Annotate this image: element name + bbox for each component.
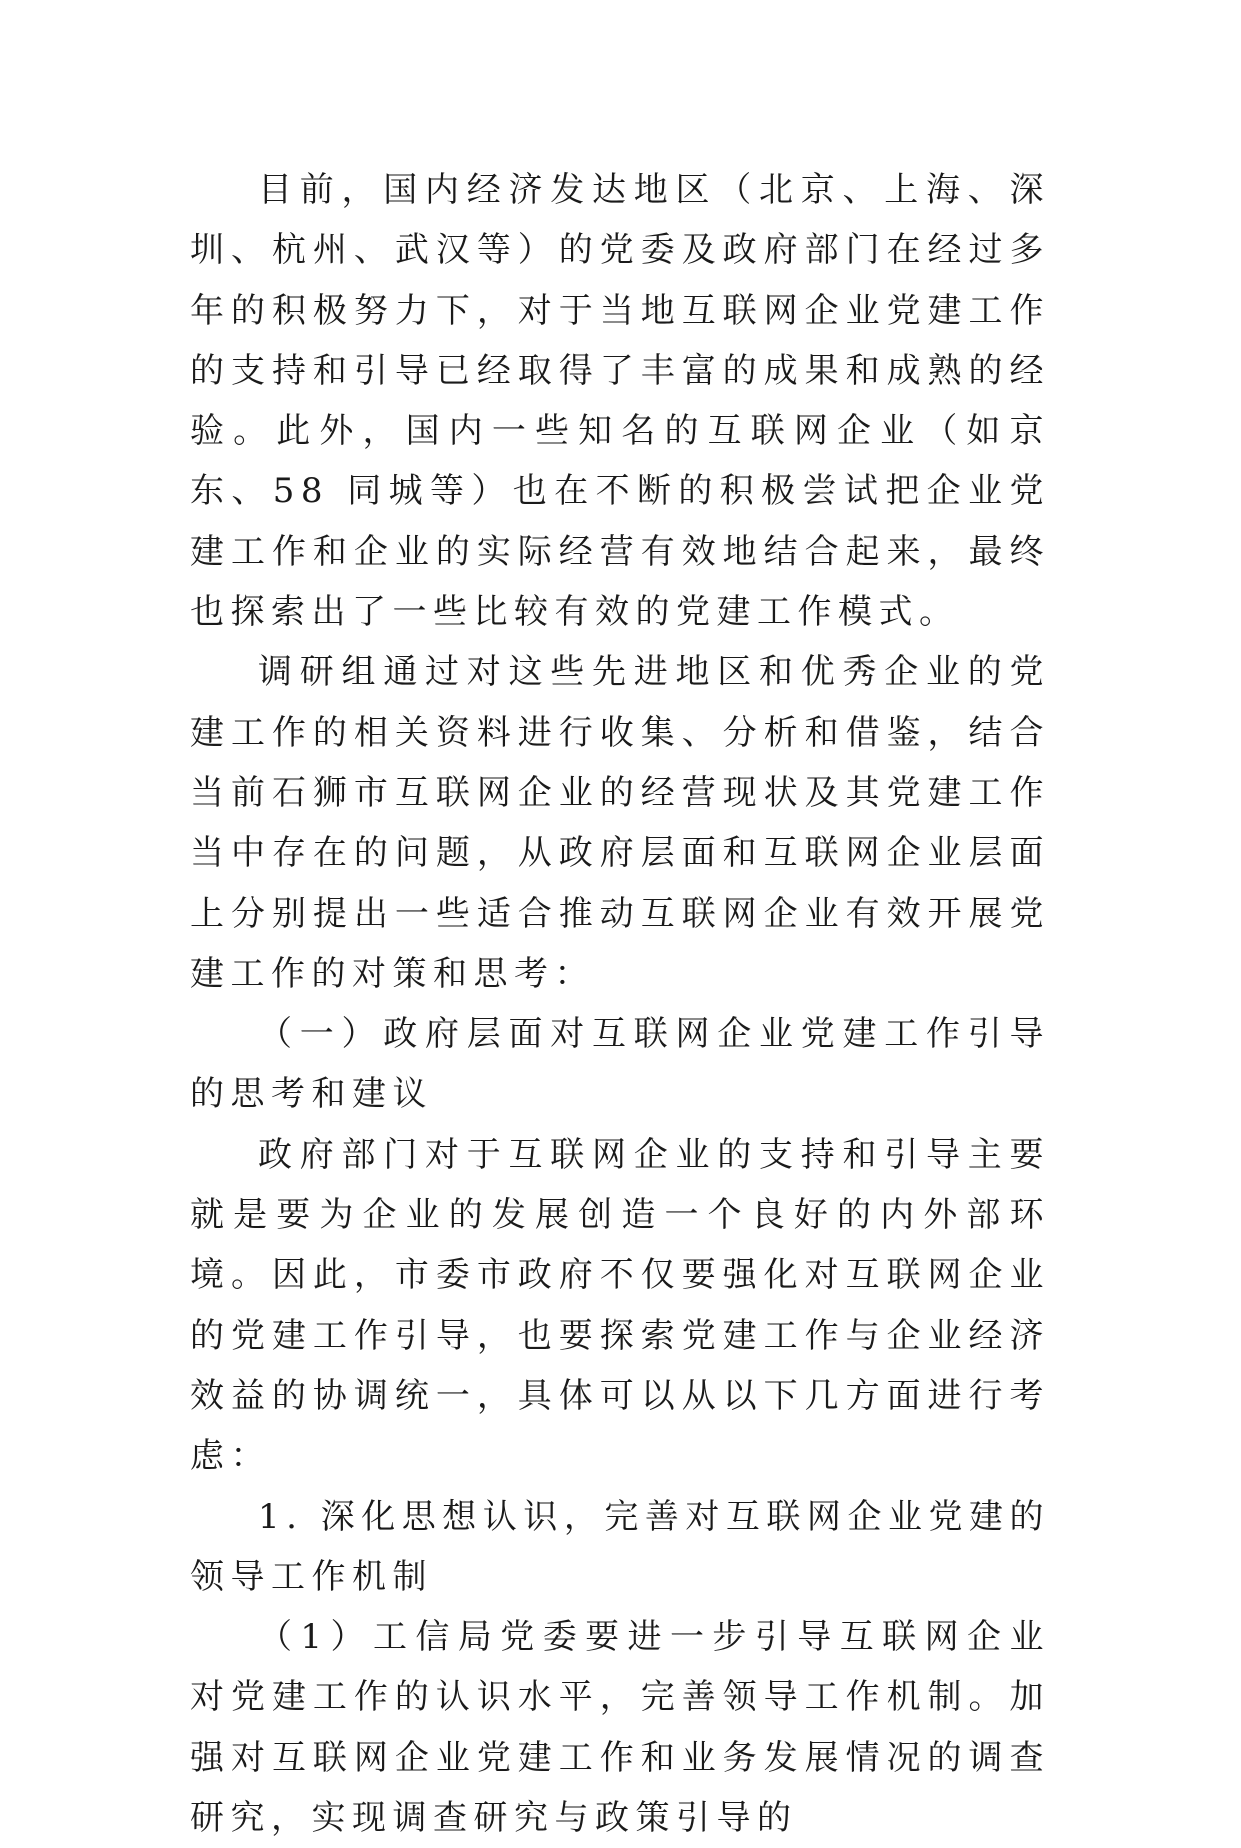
paragraph-item-1: （1）工信局党委要进一步引导互联网企业对党建工作的认识水平，完善领导工作机制。加强对互联网企业党建工作和业务发展情况的调查研究，实现调查研究与政策引导的 [190, 1617, 1050, 1839]
section-heading-government: （一）政府层面对互联网企业党建工作引导的思考和建议 [190, 1014, 1050, 1115]
paragraph-research-group: 调研组通过对这些先进地区和优秀企业的党建工作的相关资料进行收集、分析和借鉴，结合当前石狮市互联网企业的经营现状及其党建工作当中存在的问题，从政府层面和互联网企业层面上分别提出一些适合推动互联网企业有效开展党建工作的对策和思考： [190, 652, 1050, 994]
document-body [190, 160, 1050, 1848]
paragraph-intro: 目前，国内经济发达地区（北京、上海、深圳、杭州、武汉等）的党委及政府部门在经过多年的积极努力下，对于当地互联网企业党建工作的支持和引导已经取得了丰富的成果和成熟的经验。此外，国内一些知名的互联网企业（如京东、58 同城等）也在不断的积极尝试把企业党建工作和企业的实际经营有效地结合起来，最终也探索出了一些比较有效的党建工作模式。 [190, 170, 1050, 633]
subsection-heading-1: 1. 深化思想认识，完善对互联网企业党建的领导工作机制 [190, 1496, 1050, 1597]
paragraph-government-support: 政府部门对于互联网企业的支持和引导主要就是要为企业的发展创造一个良好的内外部环境。因此，市委市政府不仅要强化对互联网企业的党建工作引导，也要探索党建工作与企业经济效益的协调统一，具体可以从以下几方面进行考虑： [190, 1134, 1050, 1477]
